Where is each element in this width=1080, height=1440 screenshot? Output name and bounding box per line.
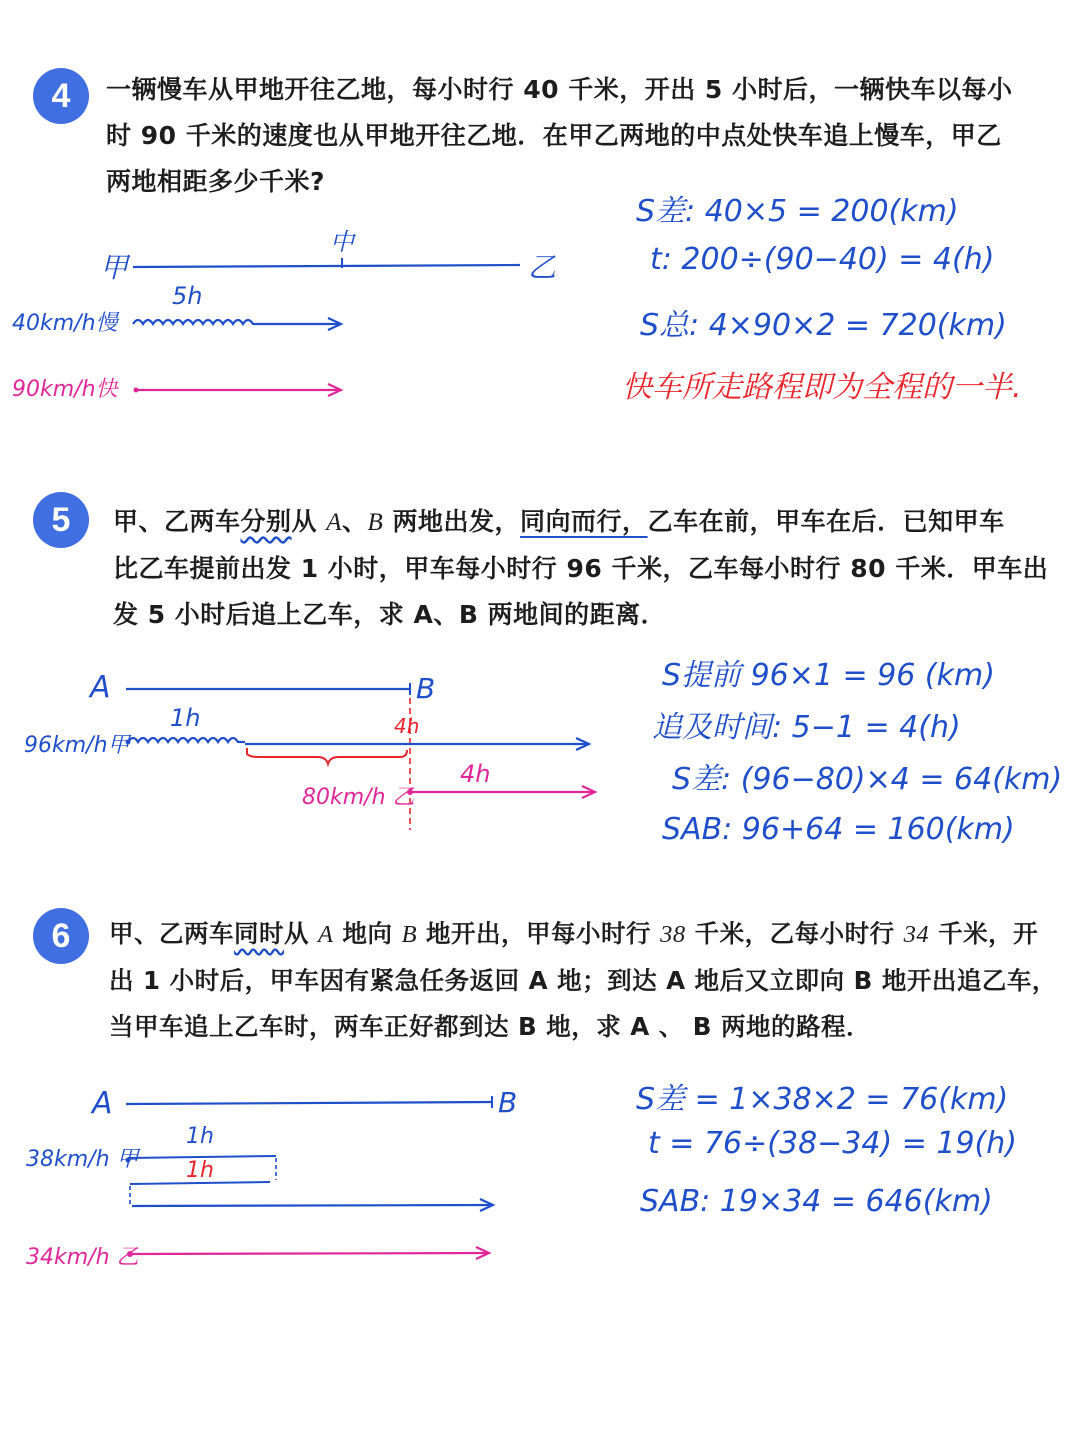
- solution-line: S提前 96×1 = 96 (km): [662, 658, 995, 693]
- slow-time-label: 5h: [172, 282, 203, 310]
- solution-line: S差: (96−80)×4 = 64(km): [672, 762, 1063, 797]
- wavy-emphasis: 分别: [240, 507, 292, 536]
- problem-number-badge: 6: [33, 908, 89, 964]
- b-label: B: [416, 672, 436, 705]
- problem-text-line: 发 5 小时后追上乙车，求 A、B 两地间的距离．: [113, 600, 667, 629]
- fast-car-label: 90km/h快: [12, 377, 118, 402]
- problem-text-line: 一辆慢车从甲地开往乙地，每小时行 40 千米，开出 5 小时后，一辆快车以每小: [106, 75, 1013, 104]
- problem-text-line: 当甲车追上乙车时，两车正好都到达 B 地，求 A 、 B 两地的路程．: [109, 1012, 871, 1041]
- jia-time-back-label: 1h: [186, 1158, 214, 1183]
- solution-note: 快车所走路程即为全程的一半.: [622, 370, 1022, 405]
- yi-car-label: 34km/h 乙: [26, 1245, 139, 1270]
- solution-line: SAB: 96+64 = 160(km): [662, 812, 1015, 847]
- yi-car-label: 80km/h 乙: [302, 785, 415, 810]
- solution-key: S差: [636, 194, 686, 229]
- problem-text-line: 比乙车提前出发 1 小时，甲车每小时行 96 千米，乙车每小时行 80 千米．甲车出: [113, 554, 1049, 583]
- meet-time-label: 4h: [394, 714, 420, 738]
- a-label: A: [92, 1086, 113, 1121]
- solution-key: S总: [640, 308, 690, 343]
- problem-text-line: 出 1 小时后，甲车因有紧急任务返回 A 地；到达 A 地后又立即向 B 地开出追乙车，: [109, 966, 1057, 995]
- solution-expr: : 4×90×2 = 720(km): [689, 308, 1007, 343]
- problem-number-badge: 5: [33, 492, 89, 548]
- solution-line: [640, 300, 1007, 344]
- solution-line: SAB: 19×34 = 646(km): [640, 1184, 993, 1219]
- solution-line: 追及时间: 5−1 = 4(h): [652, 710, 961, 745]
- b-label: B: [498, 1086, 518, 1119]
- slow-car-label: 40km/h慢: [12, 311, 118, 336]
- distance-line: [126, 1102, 492, 1104]
- problem-number-badge: 4: [33, 68, 89, 124]
- jia-time-out-label: 1h: [186, 1124, 214, 1149]
- solution-line: t = 76÷(38−34) = 19(h): [648, 1126, 1017, 1161]
- solution-line: S差 = 1×38×2 = 76(km): [636, 1082, 1009, 1117]
- problem-text-line: 两地相距多少千米?: [106, 167, 326, 196]
- straight-emphasis: 同向而行，: [520, 507, 648, 536]
- jia-car-label: 96km/h甲: [24, 733, 130, 758]
- jia-time-label: 1h: [170, 704, 201, 732]
- yi-arrow: [130, 1253, 488, 1254]
- solution-line: [650, 242, 994, 277]
- start-label: 甲: [100, 251, 129, 284]
- wavy-emphasis: 同时: [234, 919, 284, 948]
- problem-text-line: 甲、乙两车分别从 A、B 两地出发，同向而行，乙车在前，甲车在后．已知甲车: [113, 507, 1005, 536]
- jia-car-label: 38km/h 甲: [26, 1147, 139, 1172]
- solution-key: t: [650, 242, 662, 277]
- jia-chase-arrow: [132, 1205, 492, 1206]
- problem-text-line: 时 90 千米的速度也从甲地开往乙地．在甲乙两地的中点处快车追上慢车，甲乙: [106, 121, 1002, 150]
- solution-expr: : 40×5 = 200(km): [685, 194, 959, 229]
- solution-line: [636, 186, 959, 230]
- yi-time-label: 4h: [460, 760, 491, 788]
- problem-text-line: 甲、乙两车同时从 A 地向 B 地开出，甲每小时行 38 千米，乙每小时行 34 千米，开: [109, 919, 1039, 948]
- solution-expr: : 200÷(90−40) = 4(h): [661, 242, 995, 277]
- mid-label: 中: [330, 228, 354, 256]
- a-label: A: [90, 670, 111, 705]
- end-label: 乙: [528, 251, 557, 284]
